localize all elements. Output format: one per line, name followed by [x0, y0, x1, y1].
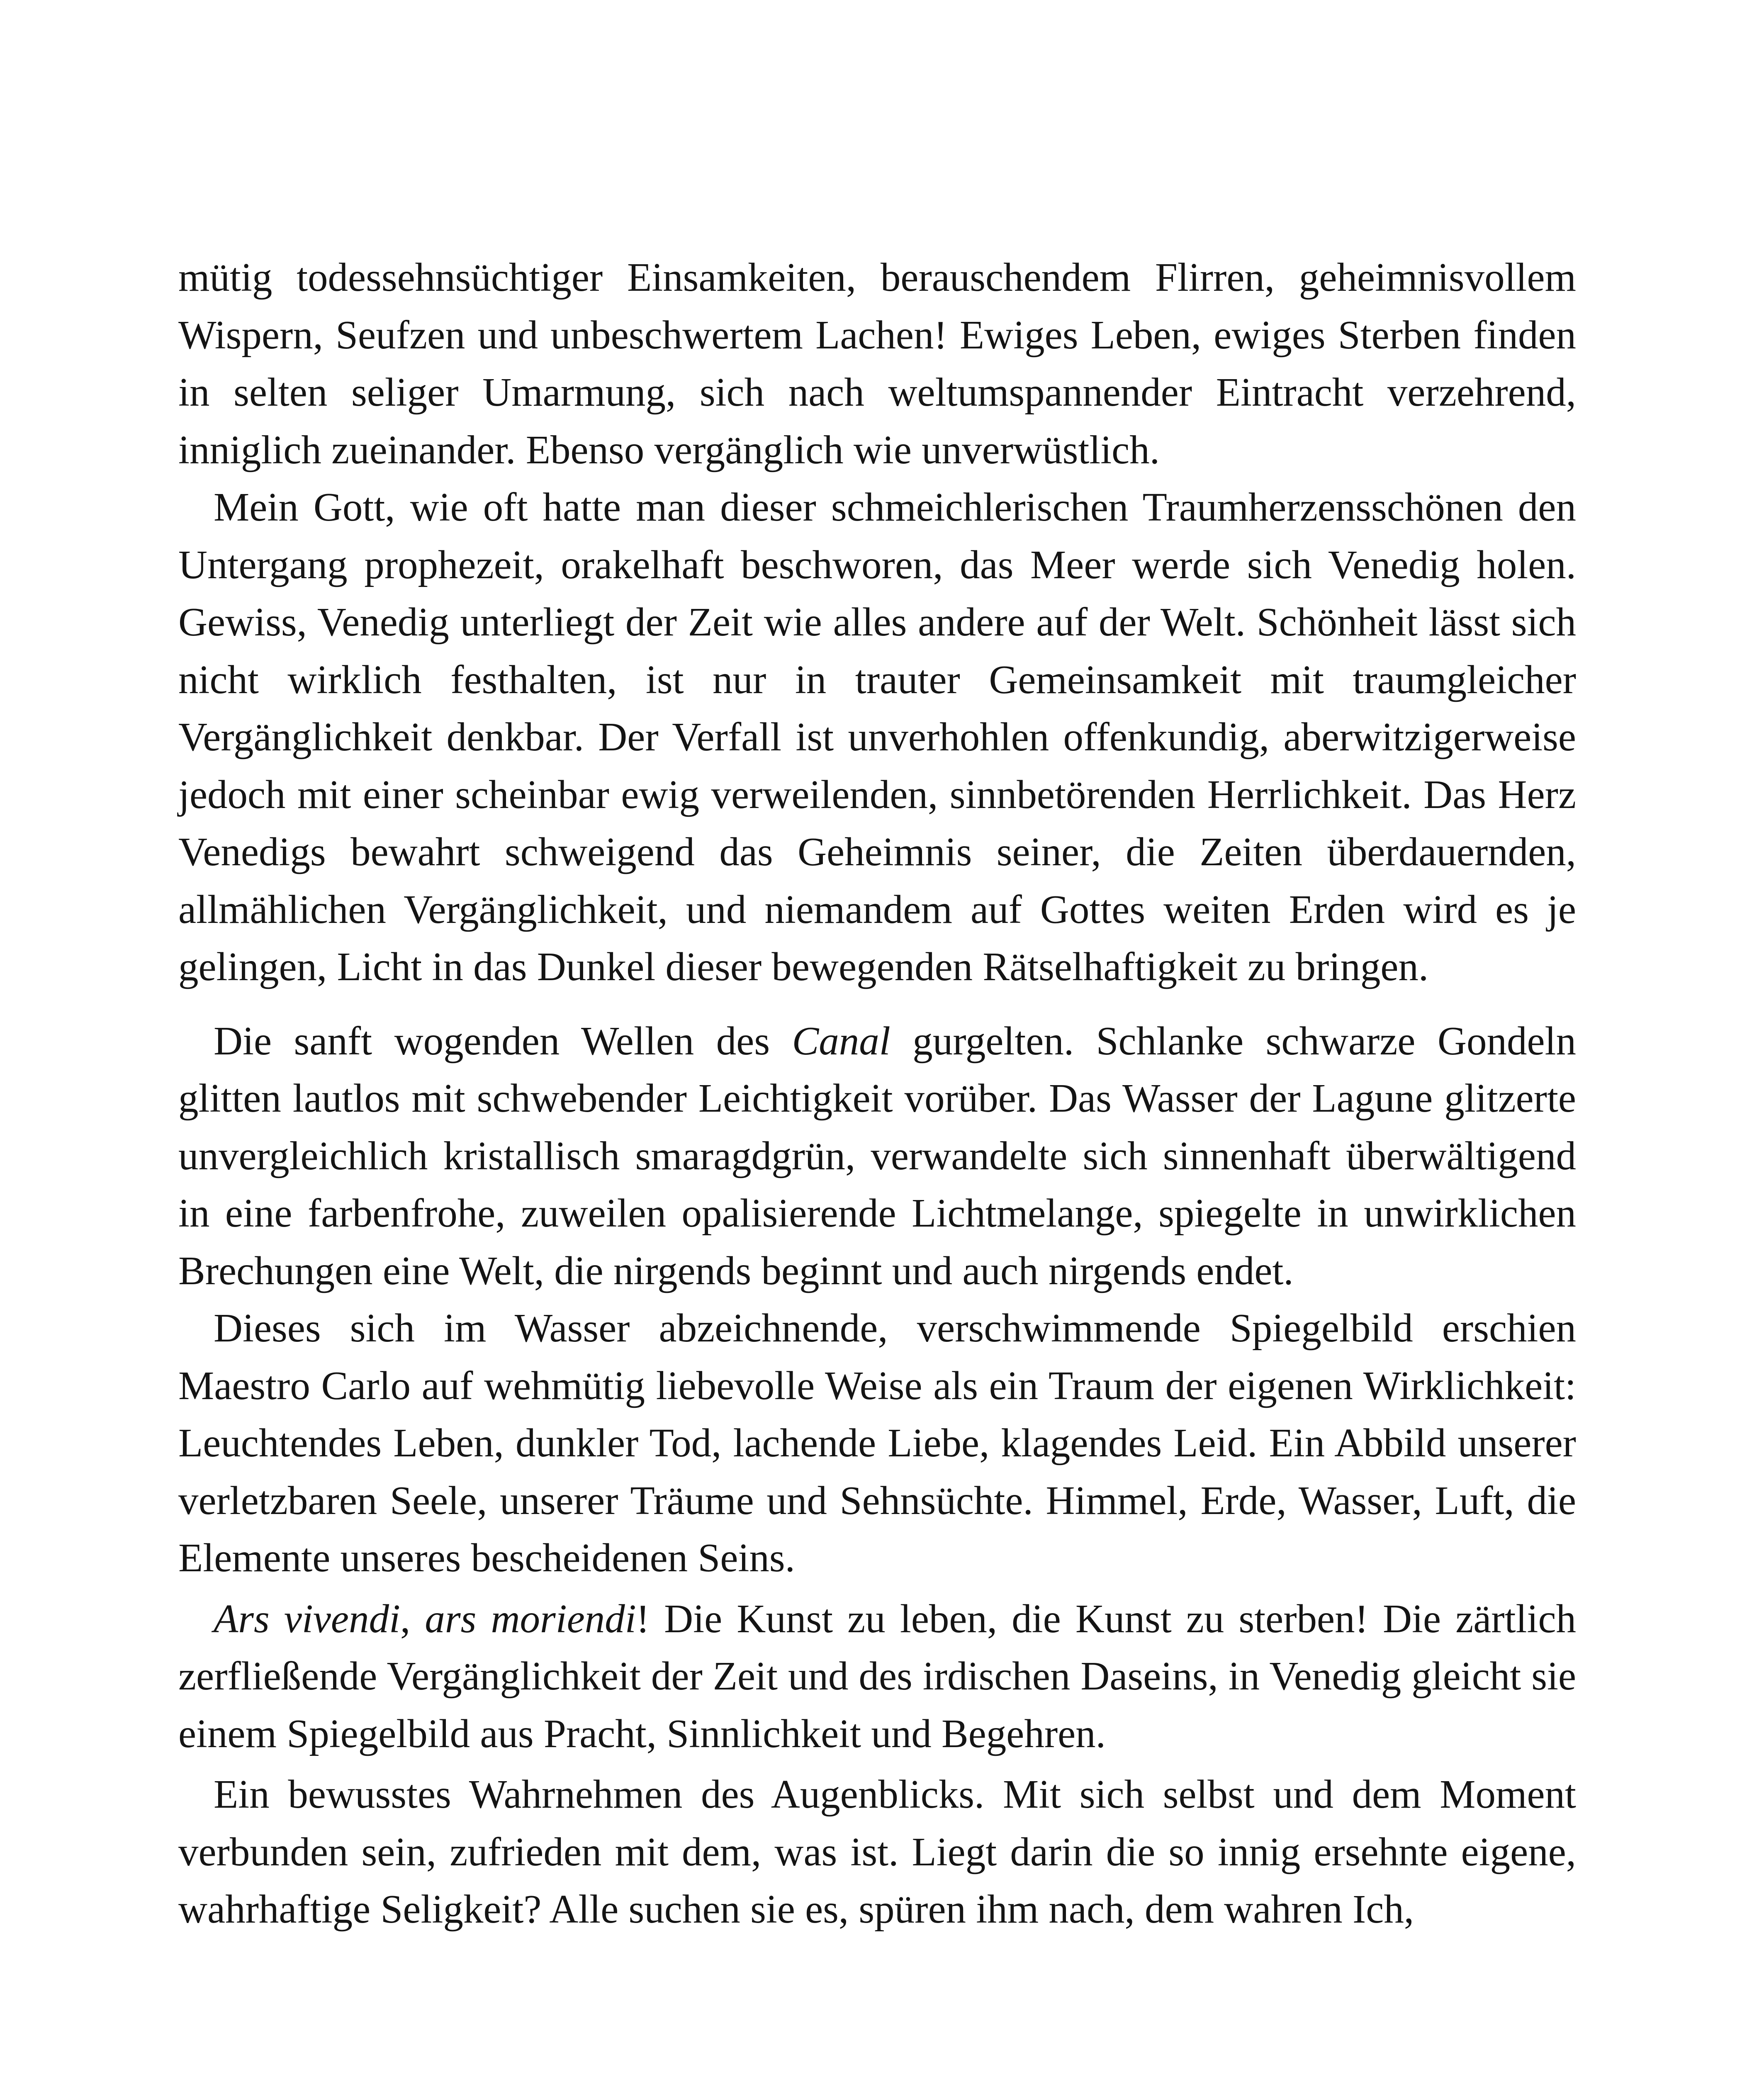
emphasis-ars-moriendi: ars moriendi	[425, 1596, 636, 1641]
paragraph-6: Ein bewusstes Wahrnehmen des Augenblicks. Mit sich selbst und dem Moment verbunden sein, zufrieden mit dem, was ist. Liegt darin die so innig ersehnte eigene, wahrhaftige Seligkeit? Alle suchen sie es, spüren ihm nach, dem wahren Ich,	[178, 1772, 1576, 1931]
paragraph-4: Dieses sich im Wasser abzeichnende, verschwimmende Spiegelbild erschien Maestro Carlo auf wehmütig liebevolle Weise als ein Traum der eigenen Wirklichkeit: Leuchtendes Leben, dunkler Tod, lachende Liebe, klagendes Leid. Ein Abbild unserer verletzbaren Seele, unserer Träume und Sehnsüchte. Himmel, Erde, Wasser, Luft, die Elemente unseres bescheidenen Seins.	[178, 1306, 1576, 1580]
paragraph-2: Mein Gott, wie oft hatte man dieser schmeichlerischen Traumherzensschönen den Untergang prophezeit, orakelhaft beschworen, das Meer werde sich Venedig holen. Gewiss, Venedig unterliegt der Zeit wie alles andere auf der Welt. Schönheit lässt sich nicht wirklich festhalten, ist nur in trauter Gemeinsamkeit mit traumgleicher Vergänglichkeit denkbar. Der Verfall ist unverhohlen offenkundig, aberwitzigerweise jedoch mit einer scheinbar ewig verweilenden, sinnbetörenden Herrlichkeit. Das Herz Venedigs bewahrt schweigend das Geheimnis seiner, die Zeiten überdauernden, allmählichen Vergänglichkeit, und niemandem auf Gottes weiten Erden wird es je gelingen, Licht in das Dunkel dieser bewegenden Rätselhaftigkeit zu bringen.	[178, 485, 1576, 989]
paragraph-3-text-after: gurgelten. Schlanke schwarze Gondeln glitten lautlos mit schwebender Leichtigkeit vorüber. Das Wasser der Lagune glitzerte unvergleichlich kristallisch smaragdgrün, verwandelte sich sinnenhaft überwältigend in eine farbenfrohe, zuweilen opalisierende Lichtmelange, spiegelte in unwirklichen Brechungen eine Welt, die nirgends beginnt und auch nirgends endet.	[178, 1018, 1576, 1293]
paragraph-5-text-after: ! Die Kunst zu leben, die Kunst zu sterben! Die zärtlich zerfließende Vergänglichkeit der Zeit und des irdischen Daseins, in Venedig gleicht sie einem Spiegelbild aus Pracht, Sinnlichkeit und Begehren.	[178, 1596, 1577, 1756]
emphasis-canal: Canal	[792, 1018, 891, 1063]
paragraph-3	[178, 1013, 1576, 1300]
paragraph-5	[178, 1590, 1576, 1763]
emphasis-ars-vivendi: Ars vivendi	[214, 1596, 400, 1641]
paragraph-1: mütig todessehnsüchtiger Einsamkeiten, berauschendem Flirren, geheimnisvollem Wispern, Seufzen und unbeschwertem Lachen! Ewiges Leben, ewiges Sterben finden in selten seliger Umarmung, sich nach weltumspannender Eintracht verzehrend, inniglich zueinander. Ebenso vergänglich wie unverwüstlich.	[178, 255, 1576, 472]
paragraph-3-text-before: Die sanft wogenden Wellen des	[214, 1018, 792, 1063]
paragraph-5-separator: ,	[400, 1596, 425, 1641]
body-text	[178, 249, 1576, 1938]
